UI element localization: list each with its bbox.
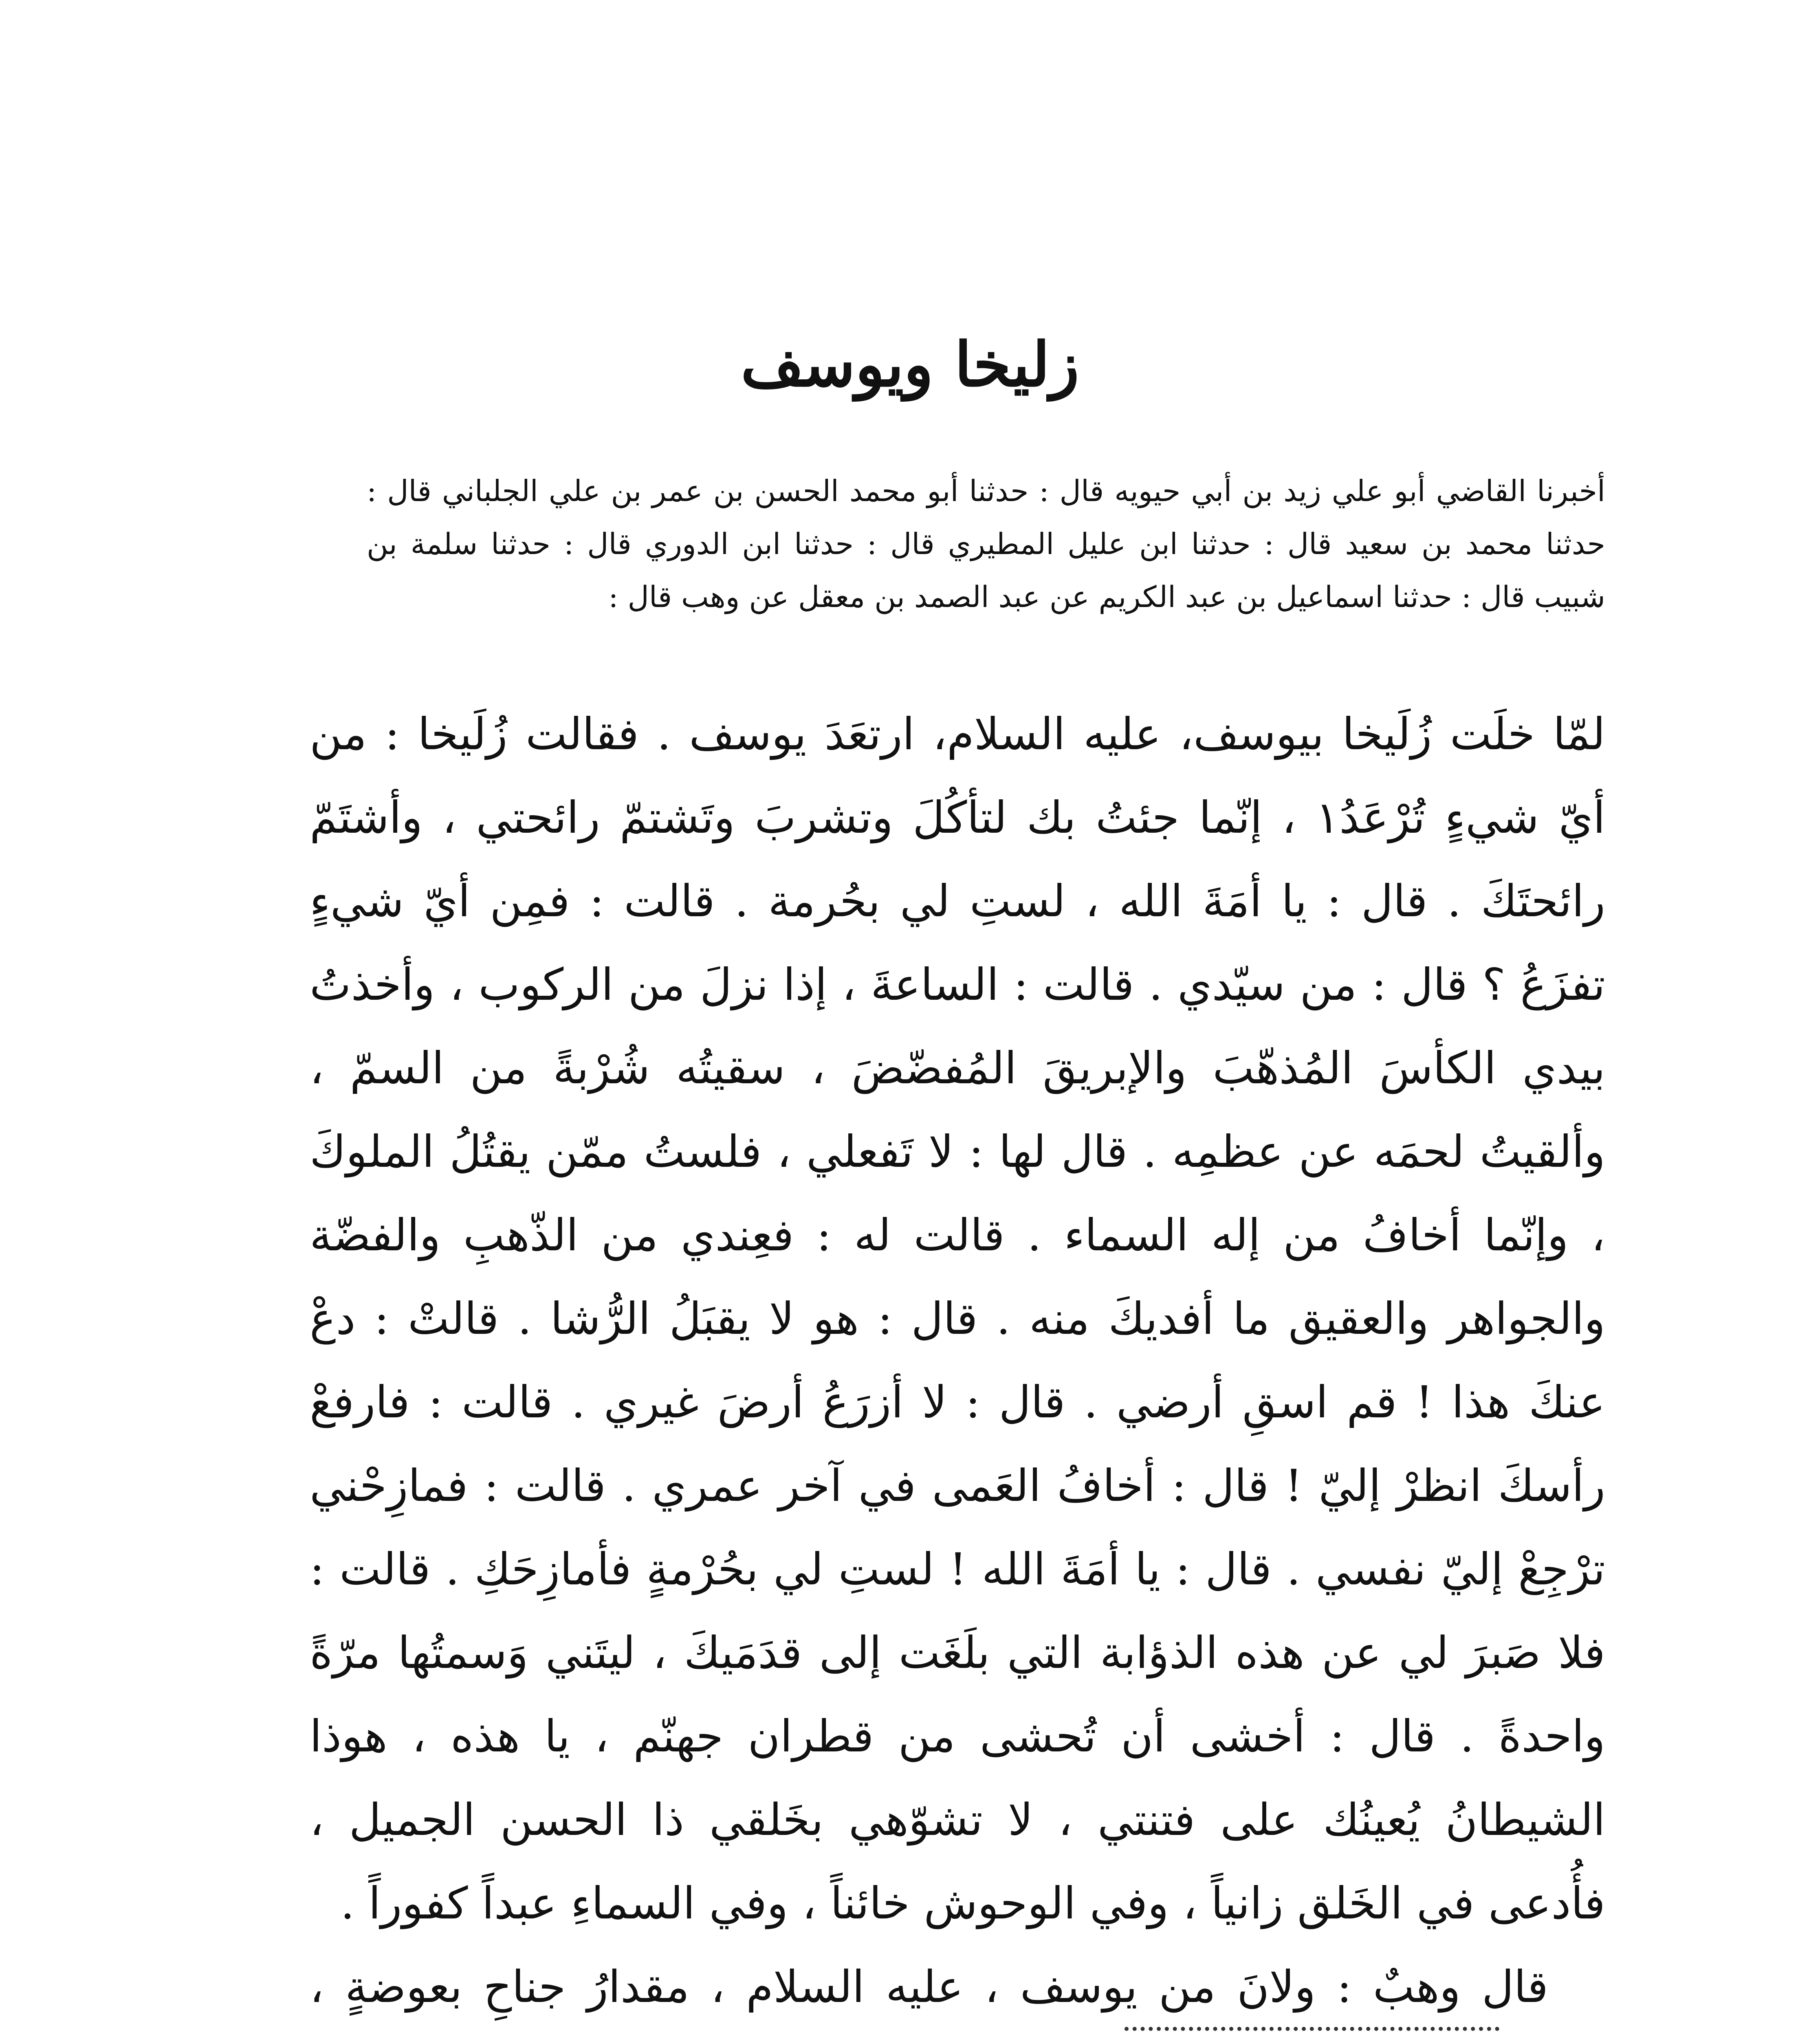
isnad-chain: أخبرنا القاضي أبو علي زيد بن أبي حيويه قال : حدثنا أبو محمد الحسن بن عمر بن علي الجلباني قال : حدثنا محمد بن سعيد قال : حدثنا ابن عليل المطيري قال : حدثنا ابن الدوري قال : حدثنا سلمة بن شبيب قال : حدثنا اسماعيل بن عبد الكريم عن عبد الصمد بن معقل عن وهب قال : bbox=[367, 474, 1605, 614]
main-text bbox=[310, 693, 1605, 2037]
paragraph: قال وهبٌ : ولانَ من يوسف ، عليه السلام ، مقدارُ جناحِ بعوضةٍ ، bbox=[310, 1962, 1548, 2013]
footnote-divider bbox=[1125, 2027, 1499, 2031]
chapter-title: زليخا ويوسف bbox=[741, 329, 1079, 400]
paragraph: لمّا خلَت زُلَيخا بيوسف، عليه السلام، ارتعَدَ يوسف . فقالت زُلَيخا : من أيّ شيءٍ تُرْعَدُ١ ، إنّما جئتُ بك لتأكُلَ وتشربَ وتَشتمّ رائحتي ، وأشتَمّ رائحتَكَ . قال : يا أمَةَ الله ، لستِ لي بحُرمة . قالت : فمِن أيّ شيءٍ تفزَعُ ؟ قال : من سيّدي . قالت : الساعةَ ، إذا نزلَ من الركوب ، وأخذتُ بيدي الكأسَ المُذهّبَ والإبريقَ المُفضّضَ ، سقيتُه شُرْبةً من السمّ ، وألقيتُ لحمَه عن عظمِه . قال لها : لا تَفعلي ، فلستُ ممّن يقتُلُ الملوكَ ، وإنّما أخافُ من إله السماء . قالت له : فعِندي من الذّهبِ والفضّة والجواهر والعقيق ما أفديكَ منه . قال : هو لا يقبَلُ الرُّشا . قالتْ : دعْ عنكَ هذا ! قم اسقِ أرضي . قال : لا أزرَعُ أرضَ غيري . قالت : فارفعْ رأسكَ انظرْ إليّ ! قال : أخافُ العَمى في آخر عمري . قالت : فمازِحْني ترْجِعْ إليّ نفسي . قال : يا أمَةَ الله ! لستِ لي بحُرْمةٍ فأمازِحَكِ . قالت : فلا صَبرَ لي عن هذه الذؤابة التي بلَغَت إلى قدَمَيكَ ، ليتَني وَسمتُها مرّةً واحدةً . قال : أخشى أن تُحشى من قطران جهنّم ، يا هذه ، هوذا الشيطانُ يُعينُك على فتنتي ، لا تشوّهي بخَلقي ذا الحسن الجميل ، فأُدعى في الخَلق زانياً ، وفي الوحوش خائناً ، وفي السماءِ عبداً كفوراً . bbox=[310, 709, 1605, 1929]
